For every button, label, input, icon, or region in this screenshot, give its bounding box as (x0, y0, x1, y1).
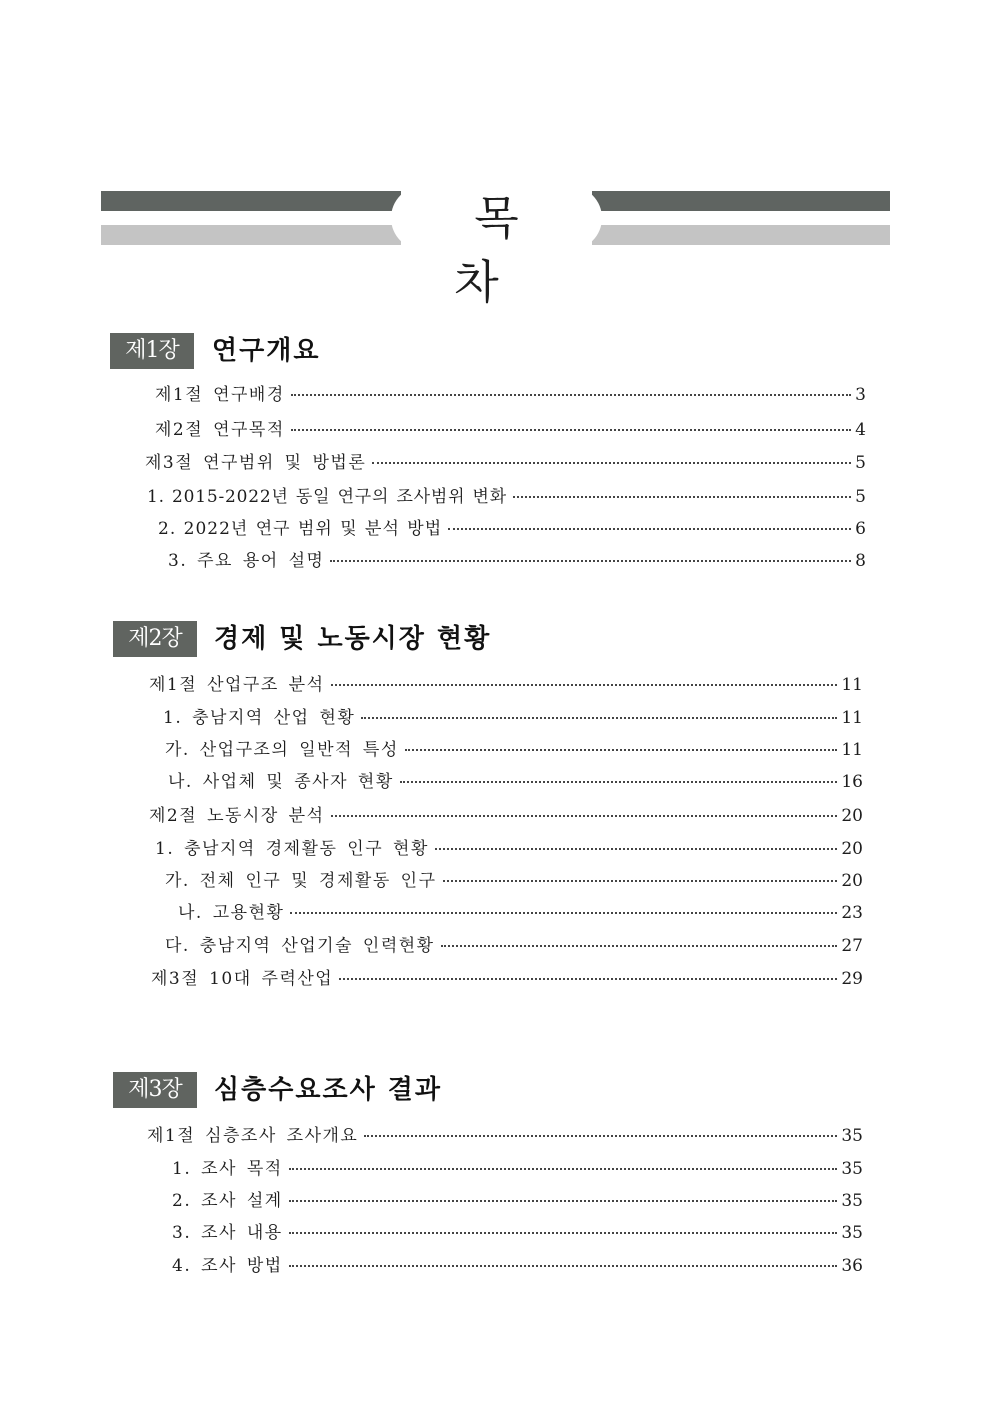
toc-entry[interactable] (178, 902, 863, 924)
toc-entry-page: 29 (841, 969, 863, 989)
toc-leader-dots (289, 1200, 838, 1202)
toc-leader-dots (441, 945, 838, 947)
toc-entry-page: 35 (841, 1126, 863, 1146)
toc-entry[interactable] (163, 707, 863, 729)
toc-entry-page: 27 (841, 936, 863, 956)
toc-entry[interactable] (151, 968, 863, 990)
toc-entry-label: 제2절 노동시장 분석 (149, 806, 325, 826)
page-title: 목 차 (454, 191, 559, 309)
toc-entry[interactable] (147, 486, 866, 508)
toc-entry-label: 1. 2015-2022년 동일 연구의 조사범위 변화 (147, 487, 507, 507)
toc-leader-dots (513, 496, 851, 498)
toc-entry[interactable] (158, 518, 866, 540)
toc-entry[interactable] (168, 550, 866, 572)
toc-entry-page: 36 (841, 1256, 863, 1276)
toc-entry-label: 1. 충남지역 산업 현황 (163, 708, 356, 728)
toc-entry-label: 다. 충남지역 산업기술 인력현황 (165, 936, 435, 956)
toc-entry[interactable] (165, 935, 863, 957)
toc-entry-label: 1. 조사 목적 (172, 1159, 283, 1179)
toc-entry-label: 2. 조사 설계 (172, 1191, 283, 1211)
chapter-1-title: 연구개요 (212, 336, 321, 366)
toc-entry-page: 11 (841, 740, 863, 760)
toc-entry-page: 35 (841, 1191, 863, 1211)
toc-entry-page: 5 (855, 453, 866, 473)
toc-leader-dots (400, 781, 838, 783)
chapter-3-badge: 제3장 (113, 1072, 197, 1108)
toc-entry[interactable] (172, 1190, 863, 1212)
toc-entry[interactable] (172, 1158, 863, 1180)
toc-entry[interactable] (149, 674, 863, 696)
toc-leader-dots (291, 394, 851, 396)
toc-entry-page: 8 (855, 551, 866, 571)
toc-leader-dots (289, 1232, 838, 1234)
toc-entry-label: 1. 충남지역 경제활동 인구 현황 (155, 839, 429, 859)
toc-leader-dots (331, 815, 838, 817)
toc-entry-page: 3 (855, 385, 866, 405)
toc-entry[interactable] (155, 838, 863, 860)
toc-entry-page: 16 (841, 772, 863, 792)
toc-entry-page: 20 (841, 839, 863, 859)
toc-leader-dots (435, 848, 837, 850)
toc-entry[interactable] (165, 870, 863, 892)
toc-entry-page: 23 (841, 903, 863, 923)
toc-entry[interactable] (155, 419, 866, 441)
toc-entry-label: 3. 주요 용어 설명 (168, 551, 325, 571)
toc-leader-dots (289, 1168, 838, 1170)
toc-entry[interactable] (145, 452, 866, 474)
toc-leader-dots (331, 684, 838, 686)
toc-entry-label: 제1절 연구배경 (155, 385, 285, 405)
banner-bar-dark-left (101, 191, 401, 211)
chapter-3-title: 심층수요조사 결과 (214, 1075, 442, 1105)
toc-entry-label: 4. 조사 방법 (172, 1256, 283, 1276)
toc-entry[interactable] (155, 384, 866, 406)
toc-entry-label: 가. 전체 인구 및 경제활동 인구 (165, 871, 437, 891)
banner-bar-light-left (101, 225, 401, 245)
toc-entry-label: 나. 사업체 및 종사자 현황 (168, 772, 394, 792)
toc-leader-dots (443, 880, 838, 882)
toc-leader-dots (364, 1135, 837, 1137)
banner-bar-dark-right (592, 191, 890, 211)
toc-entry[interactable] (165, 739, 863, 761)
toc-entry-label: 제2절 연구목적 (155, 420, 285, 440)
banner-bar-light-right (592, 225, 890, 245)
toc-entry-label: 가. 산업구조의 일반적 특성 (165, 740, 399, 760)
toc-entry-page: 6 (855, 519, 866, 539)
chapter-2-title: 경제 및 노동시장 현황 (214, 624, 492, 654)
toc-entry-label: 3. 조사 내용 (172, 1223, 283, 1243)
toc-leader-dots (448, 528, 851, 530)
toc-entry-label: 나. 고용현황 (178, 903, 285, 923)
toc-title-banner (0, 0, 992, 309)
chapter-1-badge: 제1장 (110, 333, 194, 369)
toc-entry[interactable] (168, 771, 863, 793)
toc-entry-label: 2. 2022년 연구 범위 및 분석 방법 (158, 519, 443, 539)
toc-leader-dots (361, 717, 837, 719)
toc-leader-dots (290, 912, 837, 914)
toc-entry-page: 5 (855, 487, 866, 507)
chapter-2-badge: 제2장 (113, 621, 197, 657)
toc-entry-label: 제1절 산업구조 분석 (149, 675, 325, 695)
toc-entry-page: 20 (841, 806, 863, 826)
toc-entry-label: 제1절 심층조사 조사개요 (147, 1126, 359, 1146)
toc-leader-dots (289, 1265, 838, 1267)
toc-leader-dots (291, 429, 851, 431)
toc-entry-label: 제3절 연구범위 및 방법론 (145, 453, 367, 473)
toc-entry[interactable] (149, 805, 863, 827)
toc-leader-dots (330, 560, 851, 562)
toc-entry[interactable] (147, 1125, 863, 1147)
toc-entry[interactable] (172, 1255, 863, 1277)
toc-entry-page: 11 (841, 708, 863, 728)
toc-entry-page: 35 (841, 1223, 863, 1243)
toc-leader-dots (405, 749, 838, 751)
toc-entry-page: 4 (855, 420, 866, 440)
toc-entry-page: 20 (841, 871, 863, 891)
toc-leader-dots (372, 462, 851, 464)
toc-entry-label: 제3절 10대 주력산업 (151, 969, 334, 989)
toc-leader-dots (339, 978, 837, 980)
toc-entry[interactable] (172, 1222, 863, 1244)
toc-entry-page: 11 (841, 675, 863, 695)
toc-entry-page: 35 (841, 1159, 863, 1179)
